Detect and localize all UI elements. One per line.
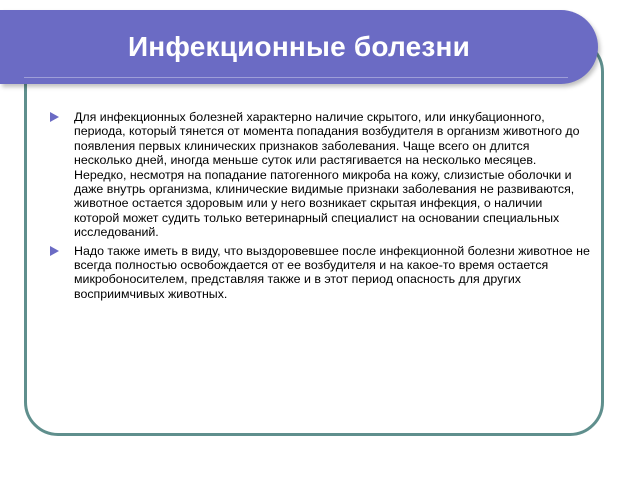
bullet-triangle-icon xyxy=(50,112,59,122)
bullet-item xyxy=(50,244,590,302)
bullet-item xyxy=(50,110,590,240)
bullet-list xyxy=(50,110,590,305)
slide-title: Инфекционные болезни xyxy=(127,31,471,62)
bullet-text: Надо также иметь в виду, что выздоровевшее после инфекционной болезни животное не всегда полностью освобождается от ее возбудителя и на какое-то время остается микробоносителем, представляя также и в этот период опасность для других восприимчивых животных. xyxy=(74,243,590,301)
bullet-triangle-icon xyxy=(50,246,59,256)
bullet-text: Для инфекционных болезней характерно наличие скрытого, или инкубационного, периода, который тянется от момента попадания возбудителя в организм животного до появления первых клинических признаков заболевания. Чаще всего он длится несколько дней, иногда меньше суток или растягивается на несколько месяцев. Нередко, несмотря на попадание патогенного микроба на кожу, слизистые оболочки и даже внутрь организма, клинические видимые признаки заболевания не развиваются, животное остается здоровым или у него возникает скрытая инфекция, о наличии которой может судить только ветеринарный специалист на основании специальных исследований. xyxy=(74,110,580,240)
